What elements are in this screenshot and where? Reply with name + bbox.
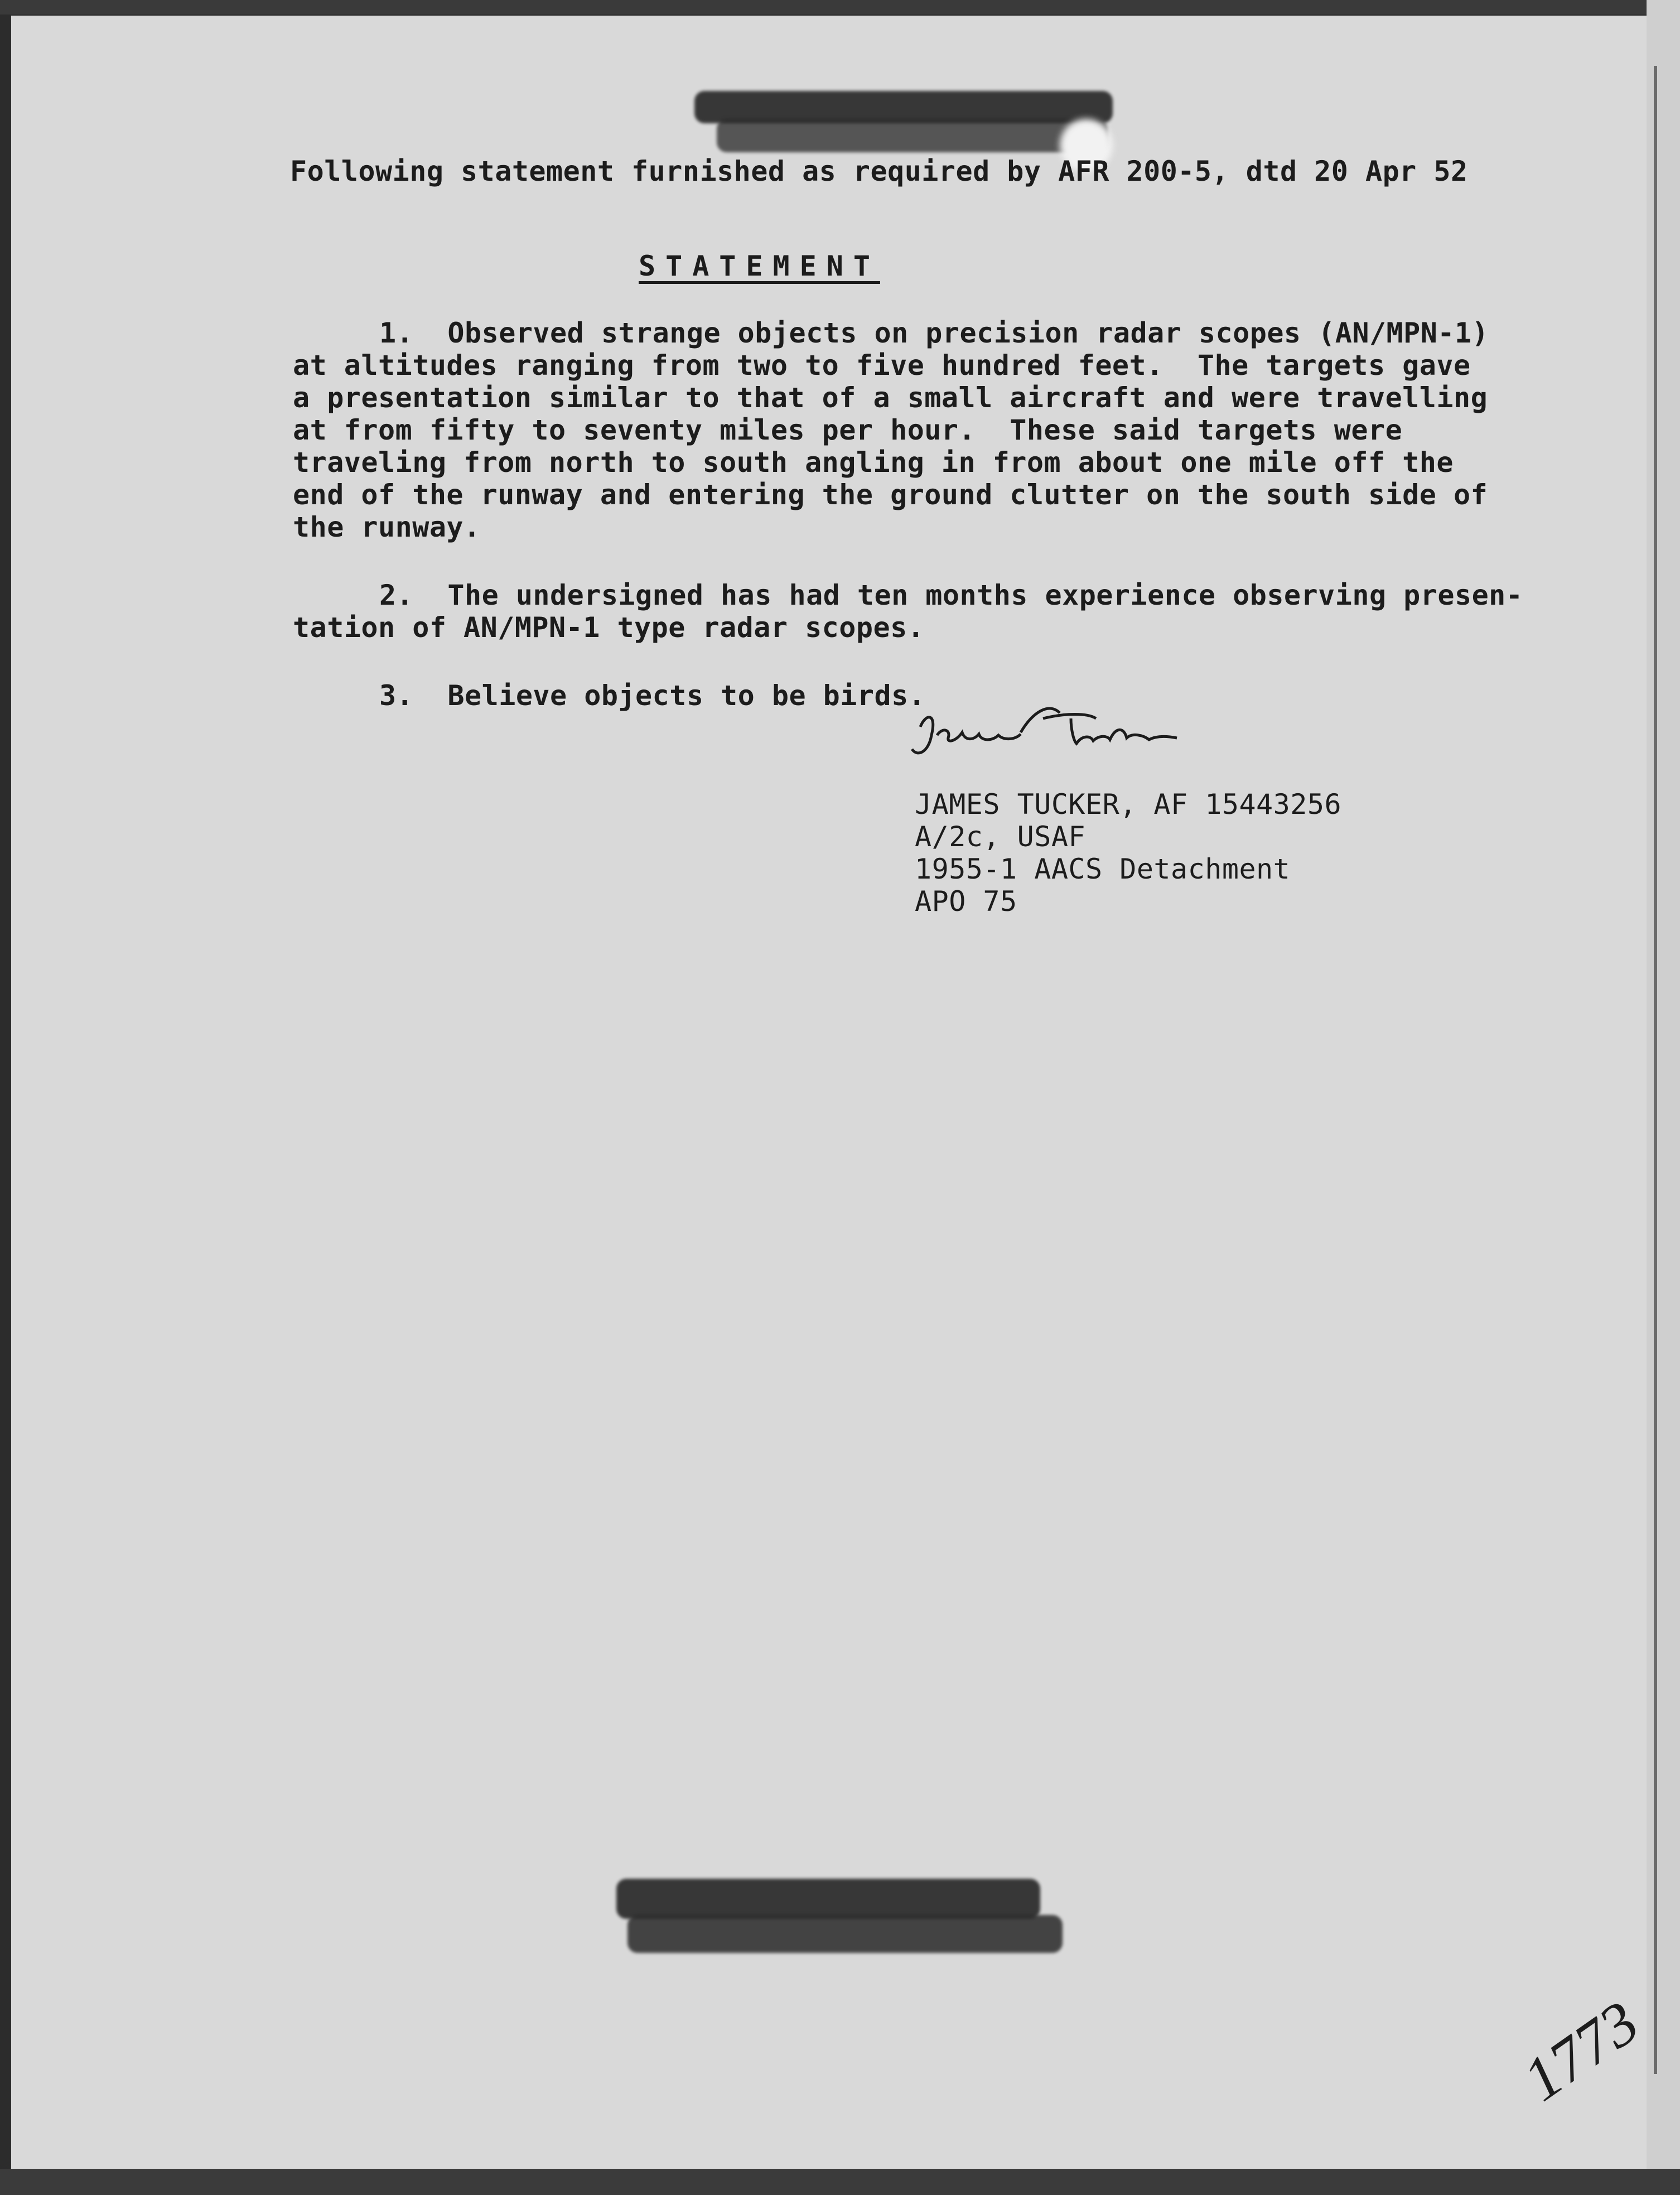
para1-line: at from fifty to seventy miles per hour. These said targets were <box>293 414 1403 446</box>
para1-line: at altitudes ranging from two to five hundred feet. The targets gave <box>293 349 1471 382</box>
para1-line: end of the runway and entering the ground clutter on the south side of <box>293 479 1488 511</box>
document-page <box>11 16 1651 2169</box>
para1-line: the runway. <box>293 511 481 543</box>
redacted-stamp-top-lower <box>717 119 1107 152</box>
signer-name-line: JAMES TUCKER, AF 15443256 <box>915 788 1342 821</box>
scan-bottom-border <box>0 2169 1680 2195</box>
signer-unit-line: 1955-1 AACS Detachment <box>915 853 1291 885</box>
page-edge-line <box>1654 66 1657 2074</box>
page-number <box>1496 1976 1661 2138</box>
redacted-stamp-bottom-lower <box>627 1915 1063 1953</box>
para2-line: 2. The undersigned has had ten months experience observing presen- <box>379 579 1523 611</box>
handwritten-signature <box>904 696 1216 774</box>
header-line: Following statement furnished as required by AFR 200-5, dtd 20 Apr 52 <box>290 155 1468 187</box>
para3-line: 3. Believe objects to be birds. <box>379 679 926 712</box>
signer-rank-line: A/2c, USAF <box>915 821 1086 853</box>
para1-line: 1. Observed strange objects on precision radar scopes (AN/MPN-1) <box>379 317 1489 349</box>
scan-top-border <box>0 0 1680 15</box>
scan-right-border <box>1647 0 1680 2195</box>
document-title: STATEMENT <box>639 250 880 282</box>
para1-line: traveling from north to south angling in from about one mile off the <box>293 446 1454 479</box>
page-number-text: 1773 <box>1511 1987 1651 2114</box>
para2-line: tation of AN/MPN-1 type radar scopes. <box>293 611 925 644</box>
signer-apo-line: APO 75 <box>915 885 1017 918</box>
redacted-stamp-bottom <box>616 1879 1040 1919</box>
para1-line: a presentation similar to that of a small aircraft and were travelling <box>293 382 1488 414</box>
